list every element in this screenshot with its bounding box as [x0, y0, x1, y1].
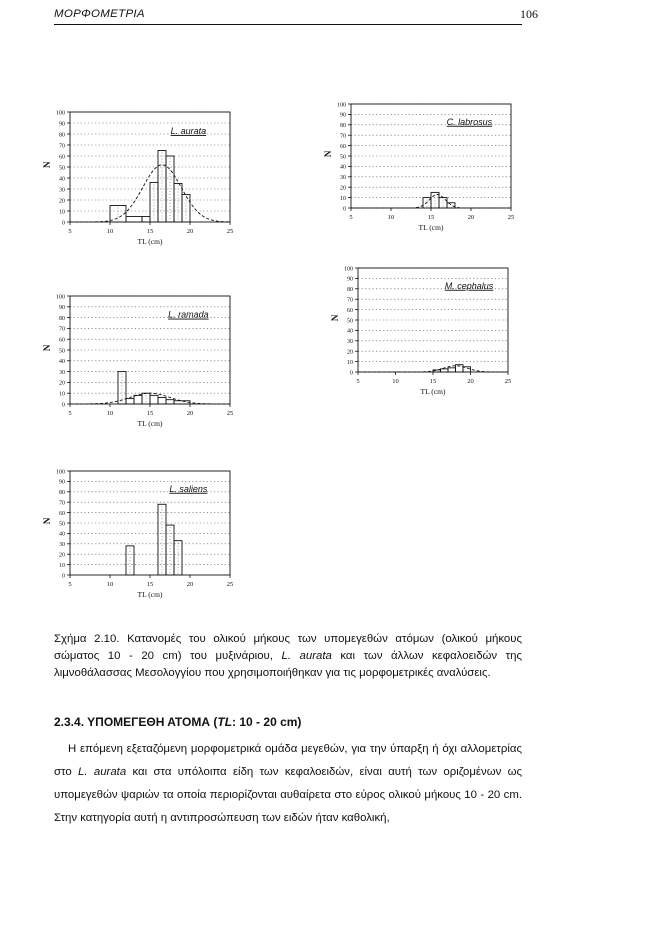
running-header-title: ΜΟΡΦΟΜΕΤΡΙΑ [54, 8, 145, 20]
y-tick-label-60: 60 [340, 143, 346, 150]
x-tick-label-5: 5 [68, 581, 72, 588]
x-tick-label-20: 20 [467, 378, 474, 385]
y-tick-label-0: 0 [350, 370, 353, 377]
y-tick-label-60: 60 [59, 510, 65, 517]
y-tick-label-40: 40 [59, 531, 65, 538]
y-tick-label-10: 10 [59, 209, 65, 216]
header-rule [54, 24, 522, 25]
x-axis-label: TL (cm) [420, 387, 446, 396]
x-tick-label-15: 15 [146, 410, 154, 417]
x-tick-label-15: 15 [146, 581, 154, 588]
bar-6 [166, 400, 174, 404]
y-tick-label-90: 90 [59, 121, 65, 128]
y-tick-label-50: 50 [340, 154, 346, 161]
bar-1 [441, 369, 449, 372]
y-tick-label-80: 80 [59, 315, 65, 322]
y-tick-label-10: 10 [347, 359, 353, 366]
x-tick-label-10: 10 [392, 378, 399, 385]
caption-suffix: και των άλλων κεφαλοειδών της λιμνοθάλασσας Μεσολογγίου που χρησιμοποιήθηκαν για τις μορφομετρικές αναλύσεις. [54, 650, 522, 679]
y-tick-label-80: 80 [59, 132, 65, 139]
x-tick-label-25: 25 [226, 228, 234, 235]
x-tick-label-5: 5 [68, 228, 72, 235]
x-tick-label-20: 20 [186, 228, 194, 235]
paragraph-species: L. aurata [78, 766, 127, 778]
y-tick-label-100: 100 [56, 469, 65, 476]
bar-1 [126, 399, 134, 404]
x-tick-label-10: 10 [106, 581, 114, 588]
y-tick-label-0: 0 [62, 402, 65, 409]
y-tick-label-10: 10 [340, 195, 346, 202]
fit-curve [358, 366, 508, 372]
x-tick-label-25: 25 [507, 214, 515, 221]
x-tick-label-10: 10 [387, 214, 395, 221]
y-tick-label-60: 60 [59, 154, 65, 161]
x-tick-label-25: 25 [504, 378, 512, 385]
y-tick-label-50: 50 [59, 348, 65, 355]
bar-5 [158, 398, 166, 404]
bar-1 [126, 217, 142, 223]
body-paragraph [54, 738, 522, 830]
x-tick-label-15: 15 [146, 228, 154, 235]
x-tick-label-5: 5 [356, 378, 360, 385]
caption-prefix: Σχήμα 2.10. Κατανομές του ολικού μήκους των υπομεγεθών ατόμων (ολικού μήκους σώματος 10 - 20 cm) του μυξινάριου, [54, 633, 522, 662]
x-tick-label-25: 25 [226, 410, 234, 417]
y-tick-label-90: 90 [347, 276, 353, 283]
bar-2 [448, 368, 456, 372]
y-tick-label-70: 70 [340, 133, 346, 140]
y-tick-label-90: 90 [59, 479, 65, 486]
y-tick-label-80: 80 [59, 490, 65, 497]
y-axis-label: N [42, 161, 52, 169]
x-tick-label-15: 15 [427, 214, 435, 221]
species-label: L. ramada [168, 309, 209, 320]
bar-3 [447, 203, 455, 208]
bar-4 [150, 395, 158, 404]
y-tick-label-0: 0 [62, 573, 65, 580]
y-tick-label-40: 40 [347, 328, 353, 335]
chart-l-aurata [38, 104, 248, 252]
y-tick-label-100: 100 [56, 110, 65, 117]
figure-caption [54, 631, 522, 682]
section-title-suffix: : 10 - 20 cm) [232, 715, 302, 729]
y-tick-label-60: 60 [347, 307, 353, 314]
y-tick-label-70: 70 [347, 297, 353, 304]
section-title-prefix: ΥΠΟΜΕΓΕΘΗ ΑΤΟΜΑ ( [87, 715, 218, 729]
y-tick-label-0: 0 [343, 206, 346, 213]
y-tick-label-40: 40 [59, 176, 65, 183]
y-tick-label-90: 90 [340, 112, 346, 119]
x-axis-label: TL (cm) [137, 237, 163, 246]
bar-2 [142, 217, 150, 223]
x-axis-label: TL (cm) [137, 419, 163, 428]
y-tick-label-20: 20 [340, 185, 346, 192]
paragraph-part2: και στα υπόλοιπα είδη των κεφαλοειδών, είναι αυτή των οριζομένων ως υπομεγεθών ψαριών τα οποία περιορίζονται αυθαίρετα στο εύρος ολικού μήκους 10 - 20 cm. Στην κατηγορία αυτή η αντιπροσώπευση των ειδών ήταν καθολική, [54, 766, 522, 824]
y-tick-label-20: 20 [347, 349, 353, 356]
paragraph-part1: Η επόμενη εξεταζόμενη μορφομετρικά ομάδα μεγεθών, για την ύπαρξη ή όχι αλλομετρίας στο [54, 743, 522, 778]
x-axis-label: TL (cm) [137, 590, 163, 599]
section-heading [54, 715, 301, 729]
x-tick-label-10: 10 [106, 228, 114, 235]
bar-2 [134, 395, 142, 404]
y-tick-label-20: 20 [59, 198, 65, 205]
bar-2 [166, 525, 174, 575]
y-tick-label-30: 30 [59, 542, 65, 549]
species-label: L. saliens [169, 483, 208, 494]
y-tick-label-10: 10 [59, 391, 65, 398]
x-tick-label-10: 10 [106, 410, 114, 417]
section-number: 2.3.4. [54, 715, 85, 729]
y-tick-label-10: 10 [59, 562, 65, 569]
section-title-italic: TL [217, 715, 233, 729]
y-tick-label-50: 50 [59, 165, 65, 172]
y-tick-label-0: 0 [62, 220, 65, 227]
species-label: C. labrosus [446, 116, 493, 127]
y-tick-label-50: 50 [347, 318, 353, 325]
y-tick-label-30: 30 [340, 175, 346, 182]
page-number: 106 [520, 7, 538, 21]
y-tick-label-40: 40 [340, 164, 346, 171]
y-tick-label-70: 70 [59, 500, 65, 507]
x-tick-label-5: 5 [68, 410, 72, 417]
x-tick-label-20: 20 [467, 214, 475, 221]
x-tick-label-20: 20 [186, 410, 194, 417]
y-tick-label-60: 60 [59, 337, 65, 344]
species-label: M. cephalus [444, 280, 494, 291]
y-tick-label-90: 90 [59, 305, 65, 312]
y-tick-label-30: 30 [59, 187, 65, 194]
y-tick-label-20: 20 [59, 552, 65, 559]
chart-m-cephalus [330, 262, 530, 397]
x-axis-label: TL (cm) [418, 223, 444, 232]
y-tick-label-50: 50 [59, 521, 65, 528]
x-tick-label-20: 20 [186, 581, 194, 588]
chart-c-labrosus [323, 98, 533, 233]
chart-l-saliens [38, 465, 248, 600]
caption-species: L. aurata [281, 650, 332, 662]
y-axis-label: N [330, 314, 340, 322]
y-axis-label: N [42, 517, 52, 525]
x-tick-label-15: 15 [429, 378, 437, 385]
y-tick-label-80: 80 [347, 287, 353, 294]
y-tick-label-100: 100 [337, 102, 346, 109]
y-tick-label-70: 70 [59, 143, 65, 150]
y-tick-label-40: 40 [59, 359, 65, 366]
y-tick-label-80: 80 [340, 123, 346, 130]
y-tick-label-100: 100 [344, 266, 353, 273]
x-tick-label-5: 5 [349, 214, 353, 221]
y-tick-label-30: 30 [347, 339, 353, 346]
y-tick-label-100: 100 [56, 294, 65, 301]
y-tick-label-30: 30 [59, 369, 65, 376]
y-tick-label-20: 20 [59, 380, 65, 387]
y-axis-label: N [42, 344, 52, 352]
species-label: L. aurata [170, 126, 207, 136]
y-tick-label-70: 70 [59, 326, 65, 333]
x-tick-label-25: 25 [226, 581, 234, 588]
chart-l-ramada [38, 290, 248, 430]
y-axis-label: N [323, 150, 333, 158]
